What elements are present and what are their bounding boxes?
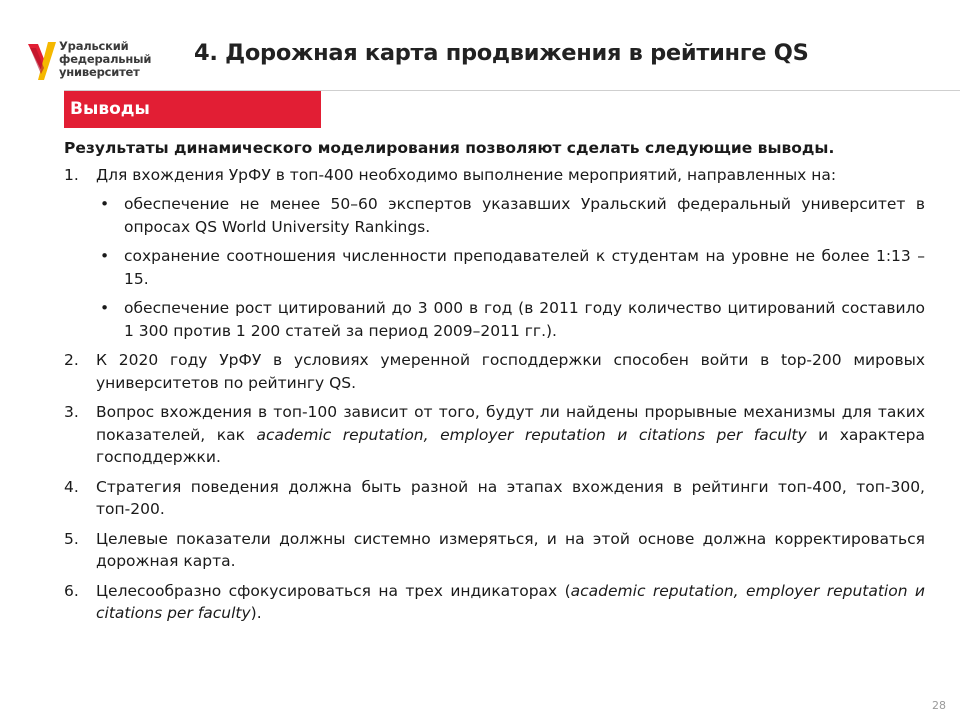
list-item-2 [64,349,925,394]
list-number: 4. [64,477,79,496]
logo-line-3: университет [59,65,140,79]
list-item-text-end: ). [250,604,262,622]
bullet-icon: • [100,247,110,265]
list-item-5 [64,528,925,573]
list-item-3 [64,401,925,469]
intro-paragraph: Результаты динамического моделирования позволяют сделать следующие выводы. [64,139,835,157]
list-item-1 [64,164,925,187]
bullet-text: сохранение соотношения численности преподавателей к студентам на уровне не более 1:13 – 15. [124,247,925,288]
logo-mark-icon [26,38,58,82]
page-number: 28 [932,699,946,712]
list-item-text-italic: academic reputation, employer reputation и citations per faculty [96,581,925,622]
list-item-text-start: Целесообразно сфокусироваться на трех индикаторах ( [96,581,571,600]
bullet-icon: • [100,195,110,213]
list-item-text: Целевые показатели должны системно измеряться, и на этой основе должна корректироваться дорожная карта. [96,529,925,570]
list-item-text: Для вхождения УрФУ в топ-400 необходимо выполнение мероприятий, направленных на: [96,165,837,184]
list-number: 2. [64,351,79,369]
list-number: 3. [64,403,79,421]
list-item-text-italic: academic reputation, employer reputation и citations per faculty [256,425,807,444]
list-item-6 [64,580,925,625]
logo-text [59,40,151,79]
logo-line-2: федеральный [59,52,152,66]
list-item-text-end: и характера господдержки. [96,425,925,466]
list-number: 6. [64,581,79,600]
bullet-icon: • [100,299,110,317]
slide-body [64,137,925,632]
logo-line-1: Уральский [59,39,129,53]
bullet-item [64,245,925,290]
section-label: Выводы [64,91,321,128]
list-number: 5. [64,529,79,548]
list-item-4 [64,476,925,521]
page-title: 4. Дорожная карта продвижения в рейтинге QS [194,40,809,66]
bullet-text: обеспечение не менее 50–60 экспертов указавших Уральский федеральный университет в опросах QS World University Rankings. [124,195,925,236]
bullet-item [64,193,925,238]
list-item-text: К 2020 году УрФУ в условиях умеренной господдержки способен войти в top-200 мировых университетов по рейтингу QS. [96,351,925,392]
list-number: 1. [64,165,79,184]
list-item-text-start: Вопрос вхождения в топ-100 зависит от того, будут ли найдены прорывные механизмы для таких показателей, как [96,403,925,444]
list-item-text: Стратегия поведения должна быть разной на этапах вхождения в рейтинги топ-400, топ-300, топ-200. [96,477,925,518]
university-logo [26,38,166,84]
bullet-text: обеспечение рост цитирований до 3 000 в год (в 2011 году количество цитирований составило 1 300 против 1 200 статей за период 2009–2011 гг.). [124,299,925,340]
bullet-item [64,297,925,342]
